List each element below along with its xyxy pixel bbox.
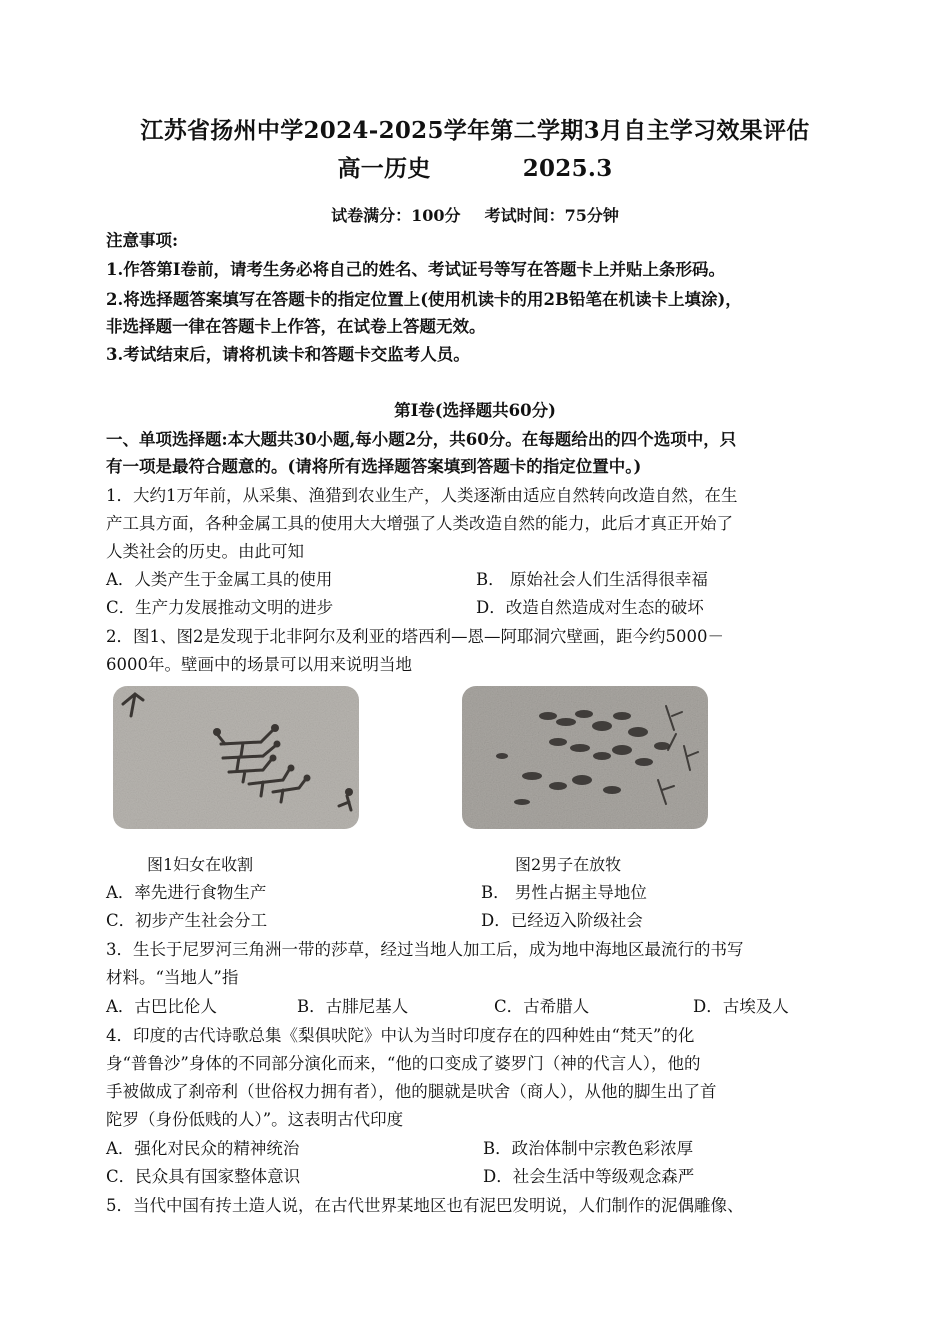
- notice-item-1: 1.作答第Ⅰ卷前，请考生务必将自己的姓名、考试证号等写在答题卡上并贴上条形码。: [106, 260, 725, 279]
- q1-option-d: D．改造自然造成对生态的破坏: [476, 598, 704, 617]
- q2-option-d: D．已经迈入阶级社会: [481, 911, 643, 930]
- exam-time: 考试时间：75分钟: [484, 206, 619, 225]
- q4-option-b: B．政治体制中宗教色彩浓厚: [483, 1139, 694, 1158]
- section-intro-2: 有一项是最符合题意的。(请将所有选择题答案填到答题卡的指定位置中。): [106, 457, 642, 476]
- q2-stem-1: 2．图1、图2是发现于北非阿尔及利亚的塔西利—恩—阿耶洞穴壁画，距今约5000－: [106, 627, 724, 646]
- q1-option-a: A．人类产生于金属工具的使用: [106, 570, 333, 589]
- figure-1-caption: 图1妇女在收割: [147, 855, 254, 874]
- figure-2-art: [462, 686, 708, 829]
- full-marks: 试卷满分：100分: [331, 206, 461, 225]
- q4-stem-3: 手被做成了刹帝利（世俗权力拥有者），他的腿就是吠舍（商人），从他的脚生出了首: [106, 1082, 717, 1101]
- notice-heading: 注意事项:: [106, 231, 179, 250]
- section-intro-1: 一、单项选择题:本大题共30小题,每小题2分，共60分。在每题给出的四个选项中，只: [106, 430, 737, 449]
- q3-stem-2: 材料。“当地人”指: [106, 968, 239, 987]
- q4-option-d: D．社会生活中等级观念森严: [483, 1167, 695, 1186]
- q3-option-d: D．古埃及人: [693, 997, 789, 1016]
- q1-stem-2: 产工具方面，各种金属工具的使用大大增强了人类改造自然的能力，此后才真正开始了: [106, 514, 733, 533]
- q2-option-c: C．初步产生社会分工: [106, 911, 268, 930]
- exam-meta: [0, 203, 950, 226]
- exam-date: 2025.3: [522, 155, 613, 182]
- figure-2-caption: 图2男子在放牧: [515, 855, 622, 874]
- figure-1-cave-painting: [113, 686, 359, 829]
- figure-1-art: [113, 686, 359, 829]
- q3-stem-1: 3．生长于尼罗河三角洲一带的莎草，经过当地人加工后，成为地中海地区最流行的书写: [106, 940, 744, 959]
- notice-item-2b: 非选择题一律在答题卡上作答，在试卷上答题无效。: [106, 317, 486, 336]
- q2-stem-2: 6000年。壁画中的场景可以用来说明当地: [106, 655, 412, 674]
- q4-stem-4: 陀罗（身份低贱的人）”。这表明古代印度: [106, 1110, 404, 1129]
- q3-option-a: A．古巴比伦人: [106, 997, 217, 1016]
- exam-title: 江苏省扬州中学2024-2025学年第二学期3月自主学习效果评估: [140, 117, 810, 144]
- q1-stem-3: 人类社会的历史。由此可知: [106, 542, 304, 561]
- q2-option-b: B． 男性占据主导地位: [481, 883, 647, 902]
- notice-item-2a: 2.将选择题答案填写在答题卡的指定位置上(使用机读卡的用2B铅笔在机读卡上填涂)，: [106, 290, 742, 309]
- q5-stem-1: 5．当代中国有抟土造人说，在古代世界某地区也有泥巴发明说，人们制作的泥偶雕像、: [106, 1196, 744, 1215]
- q3-option-b: B．古腓尼基人: [297, 997, 409, 1016]
- q1-option-c: C．生产力发展推动文明的进步: [106, 598, 334, 617]
- subject-name: 高一历史: [337, 155, 431, 182]
- q2-option-a: A．率先进行食物生产: [106, 883, 267, 902]
- figure-2-cave-painting: [462, 686, 708, 829]
- notice-item-3: 3.考试结束后，请将机读卡和答题卡交监考人员。: [106, 345, 470, 364]
- q3-option-c: C．古希腊人: [494, 997, 590, 1016]
- q1-stem-1: 1．大约1万年前，从采集、渔猎到农业生产，人类逐渐由适应自然转向改造自然，在生: [106, 486, 738, 505]
- q4-stem-2: 身“普鲁沙”身体的不同部分演化而来，“他的口变成了婆罗门（神的代言人），他的: [106, 1054, 701, 1073]
- q4-option-c: C．民众具有国家整体意识: [106, 1167, 301, 1186]
- q1-option-b: B． 原始社会人们生活得很幸福: [476, 570, 708, 589]
- exam-subtitle: [0, 150, 950, 183]
- q4-stem-1: 4．印度的古代诗歌总集《梨俱吠陀》中认为当时印度存在的四种姓由“梵天”的化: [106, 1026, 695, 1045]
- section-title: 第Ⅰ卷(选择题共60分): [394, 401, 556, 420]
- q4-option-a: A．强化对民众的精神统治: [106, 1139, 300, 1158]
